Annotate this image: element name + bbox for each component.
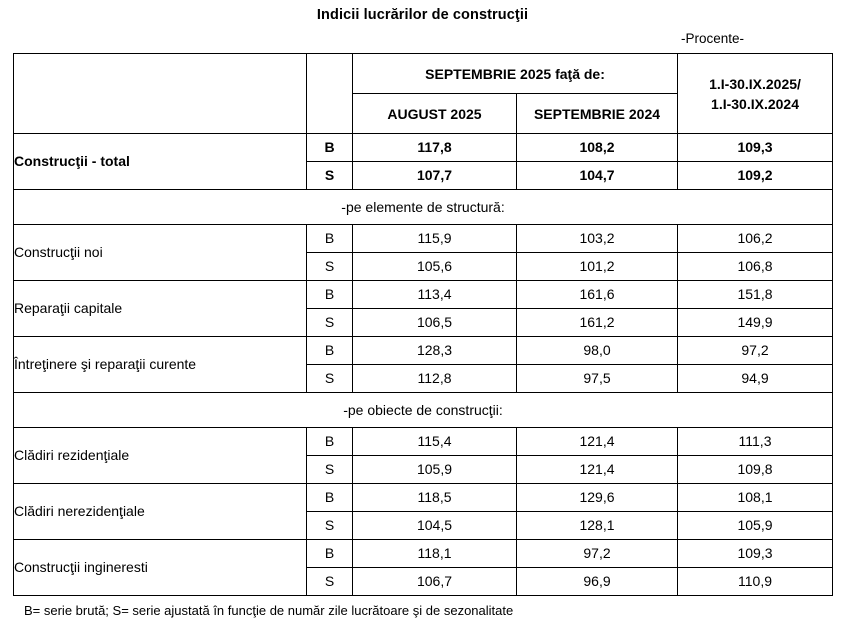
table-section-heading-row [14,393,833,428]
row-label-intretinere-reparatii-curente: Întreţinere şi reparaţii curente [14,337,307,393]
series-cell-s: S [307,568,353,596]
value-cell: 111,3 [678,428,833,456]
table-row [14,281,833,309]
table-section-heading-row [14,190,833,225]
value-cell: 109,2 [678,162,833,190]
value-cell: 109,8 [678,456,833,484]
header-cumulative-line-2: 1.I-30.IX.2024 [711,95,799,112]
value-cell: 121,4 [517,456,678,484]
value-cell: 94,9 [678,365,833,393]
row-label-constructii-noi: Construcţii noi [14,225,307,281]
value-cell: 97,2 [517,540,678,568]
value-cell: 149,9 [678,309,833,337]
value-cell: 115,9 [353,225,517,253]
value-cell: 117,8 [353,134,517,162]
unit-of-measure-note: -Procente- [680,31,744,46]
value-cell: 103,2 [517,225,678,253]
table-footnote: B= serie brută; S= serie ajustată în funcţie de număr zile lucrătoare şi de sezonalitate [24,603,514,618]
series-cell-s: S [307,309,353,337]
value-cell: 161,2 [517,309,678,337]
value-cell: 112,8 [353,365,517,393]
value-cell: 115,4 [353,428,517,456]
series-cell-b: B [307,484,353,512]
row-label-reparatii-capitale: Reparaţii capitale [14,281,307,337]
value-cell: 118,1 [353,540,517,568]
series-cell-b: B [307,281,353,309]
series-cell-s: S [307,253,353,281]
table-header-row-1 [14,54,833,94]
row-label-constructii-total: Construcţii - total [14,134,307,190]
value-cell: 105,9 [678,512,833,540]
value-cell: 97,2 [678,337,833,365]
value-cell: 151,8 [678,281,833,309]
series-cell-s: S [307,456,353,484]
section-heading-obiecte-constructii: -pe obiecte de construcţii: [14,393,833,428]
table-row [14,337,833,365]
value-cell: 121,4 [517,428,678,456]
value-cell: 97,5 [517,365,678,393]
value-cell: 107,7 [353,162,517,190]
table-row [14,484,833,512]
series-cell-b: B [307,134,353,162]
value-cell: 128,3 [353,337,517,365]
header-corner-cell [14,54,307,134]
series-cell-b: B [307,337,353,365]
row-label-cladiri-rezidentiale: Clădiri rezidenţiale [14,428,307,484]
value-cell: 104,7 [517,162,678,190]
value-cell: 118,5 [353,484,517,512]
value-cell: 106,7 [353,568,517,596]
value-cell: 106,2 [678,225,833,253]
header-column-august-2025: AUGUST 2025 [353,94,517,134]
value-cell: 101,2 [517,253,678,281]
row-label-constructii-ingineresti: Construcţii ingineresti [14,540,307,596]
value-cell: 161,6 [517,281,678,309]
value-cell: 108,1 [678,484,833,512]
header-cumulative-period [678,54,833,134]
section-heading-elemente-structura: -pe elemente de structură: [14,190,833,225]
page-title: Indicii lucrărilor de construcţii [316,7,529,23]
series-cell-s: S [307,512,353,540]
series-cell-b: B [307,540,353,568]
table-row [14,225,833,253]
series-cell-s: S [307,365,353,393]
indices-table-container [13,53,832,596]
indices-table [13,53,833,596]
value-cell: 110,9 [678,568,833,596]
value-cell: 108,2 [517,134,678,162]
value-cell: 106,8 [678,253,833,281]
value-cell: 113,4 [353,281,517,309]
value-cell: 105,6 [353,253,517,281]
table-row [14,428,833,456]
value-cell: 98,0 [517,337,678,365]
series-cell-b: B [307,225,353,253]
series-cell-b: B [307,428,353,456]
value-cell: 109,3 [678,134,833,162]
series-cell-s: S [307,162,353,190]
header-group-september-2025: SEPTEMBRIE 2025 faţă de: [353,54,678,94]
value-cell: 106,5 [353,309,517,337]
value-cell: 128,1 [517,512,678,540]
header-cumulative-line-1: 1.I-30.IX.2025/ [709,75,801,92]
header-column-september-2024: SEPTEMBRIE 2024 [517,94,678,134]
row-label-cladiri-nerezidentiale: Clădiri nerezidenţiale [14,484,307,540]
header-series-cell [307,54,353,134]
value-cell: 104,5 [353,512,517,540]
value-cell: 129,6 [517,484,678,512]
value-cell: 105,9 [353,456,517,484]
value-cell: 96,9 [517,568,678,596]
table-row [14,134,833,162]
table-row [14,540,833,568]
value-cell: 109,3 [678,540,833,568]
